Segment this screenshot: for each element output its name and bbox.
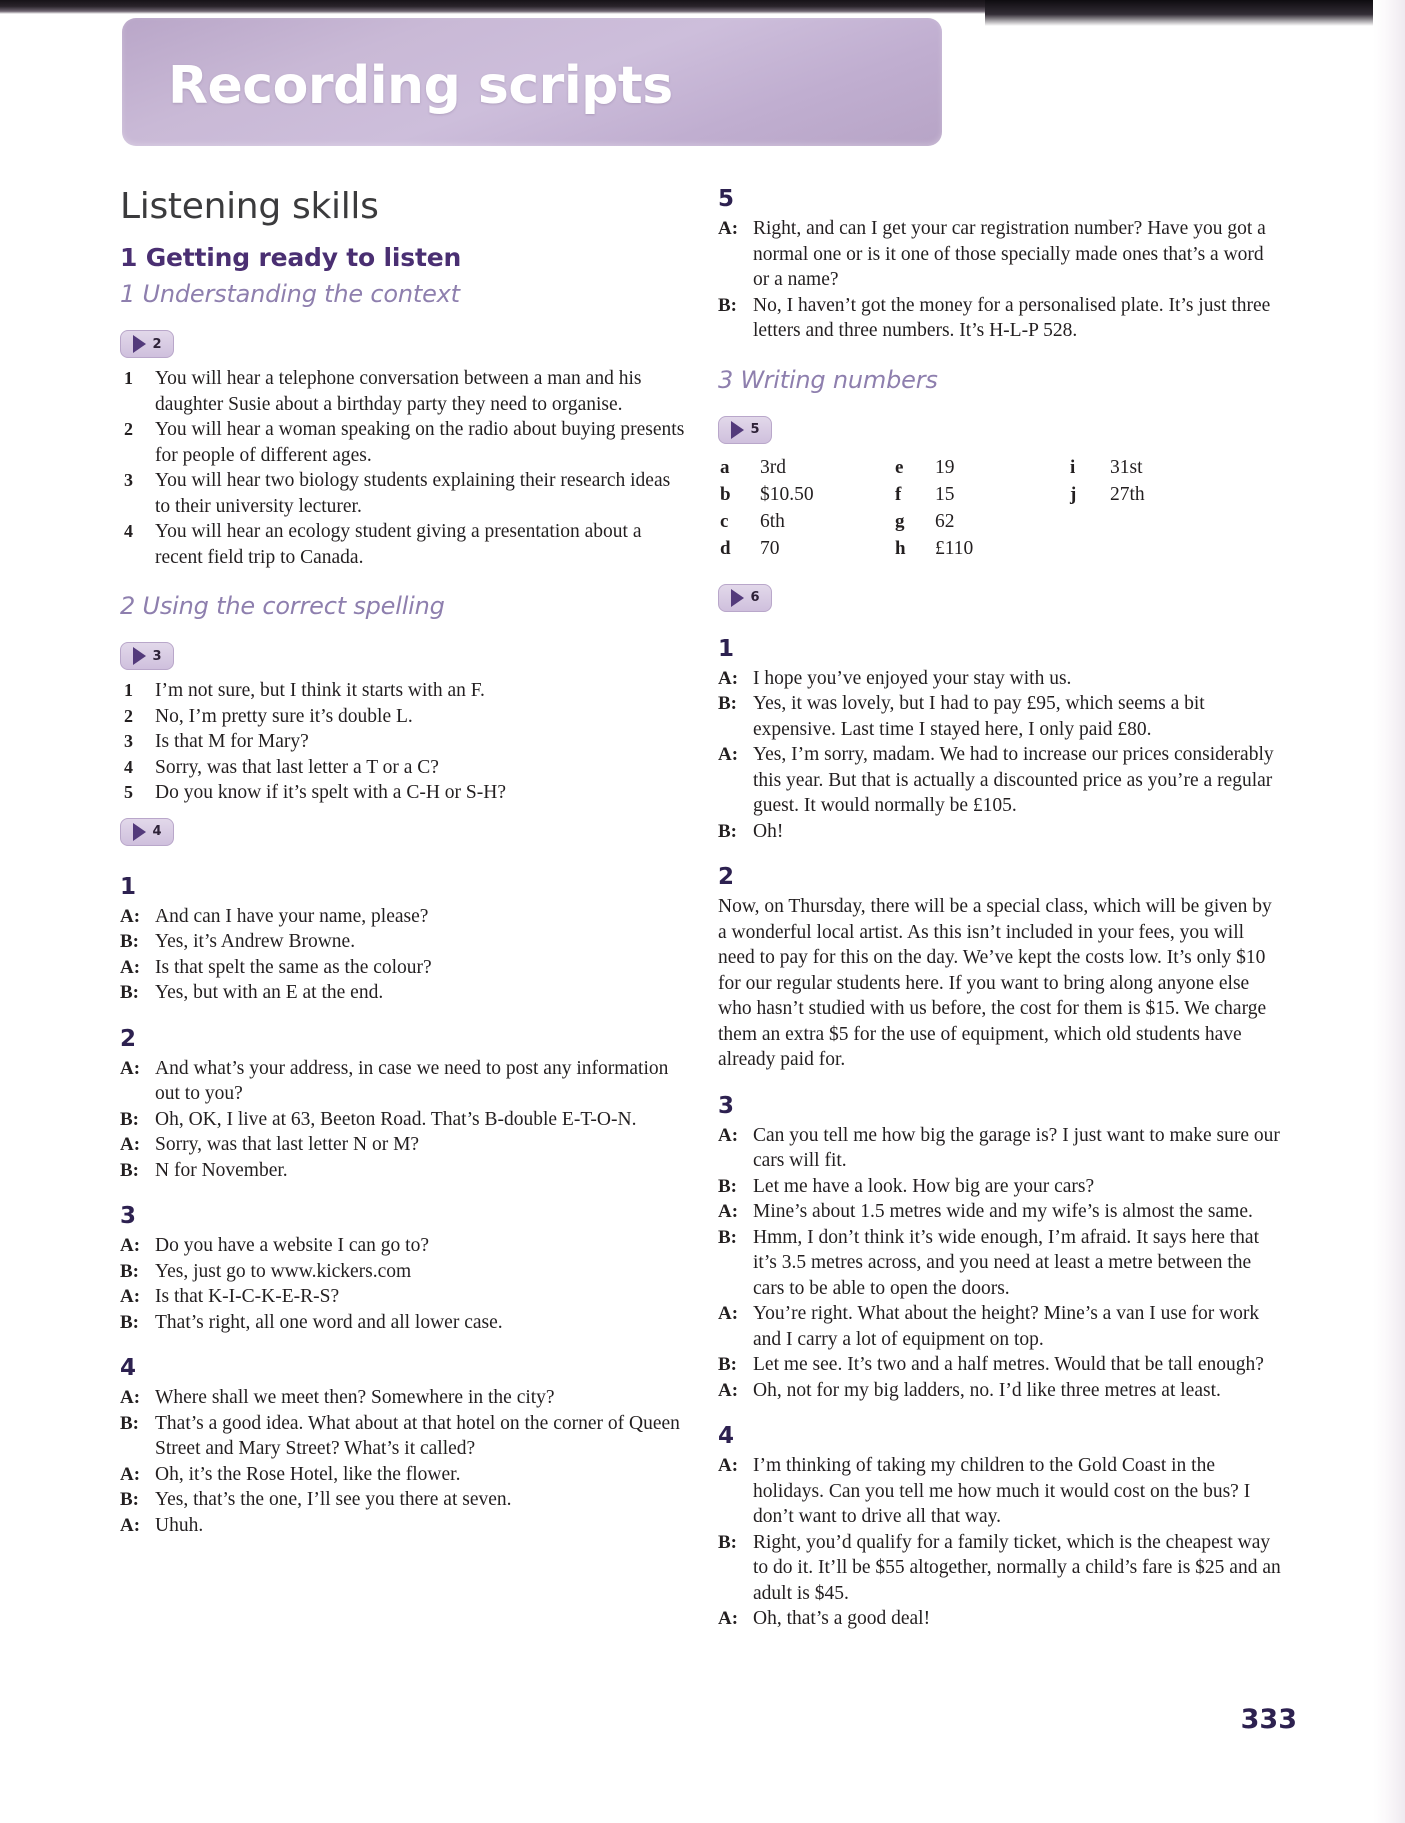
- track-number: 6: [750, 590, 760, 605]
- play-icon: [731, 421, 744, 439]
- dialogue-line: [718, 1225, 1283, 1302]
- speaker-label: A:: [718, 1124, 739, 1146]
- speaker-label: A:: [718, 667, 739, 689]
- answer-label: c: [720, 510, 729, 532]
- list-item: [120, 417, 685, 468]
- dialogue-text: Can you tell me how big the garage is? I just want to make sure our cars will fit.: [753, 1124, 1280, 1171]
- list-text: You will hear two biology students explaining their research ideas to their university lecturer.: [155, 470, 671, 517]
- answer-cell: [718, 535, 893, 562]
- dialogue-line: [120, 1487, 685, 1513]
- speaker-label: B:: [718, 1226, 737, 1248]
- answer-value: 15: [935, 483, 955, 505]
- track-number: 5: [750, 422, 760, 437]
- dialogue-line: [120, 1462, 685, 1488]
- list-item: [120, 468, 685, 519]
- list-item: [120, 704, 685, 730]
- speaker-label: A:: [718, 744, 739, 765]
- dialogue-text: Mine’s about 1.5 metres wide and my wife’s is almost the same.: [753, 1201, 1253, 1222]
- dialogue-number: 1: [120, 873, 137, 900]
- play-icon: [133, 647, 146, 665]
- dialogue-number: 3: [120, 1203, 137, 1229]
- dialogue-text: You’re right. What about the height? Mine’s a van I use for work and I carry a lot of equipment on top.: [753, 1303, 1260, 1350]
- dialogue-line: [718, 1301, 1283, 1352]
- answer-label: j: [1070, 483, 1077, 505]
- speaker-label: A:: [718, 1201, 739, 1222]
- dialogue-text: Oh, that’s a good deal!: [753, 1608, 931, 1629]
- audio-track-badge[interactable]: [718, 584, 772, 612]
- list-text: You will hear a woman speaking on the radio about buying presents for people of different ages.: [155, 419, 685, 466]
- answer-value: 19: [935, 456, 955, 478]
- list-marker: 1: [124, 680, 133, 700]
- list-marker: 3: [124, 470, 133, 490]
- speaker-label: A:: [120, 1514, 141, 1536]
- speaker-label: A:: [718, 1455, 739, 1476]
- dialogue-line: [718, 1123, 1283, 1174]
- speaker-label: A:: [120, 1286, 141, 1307]
- dialogue-line: [120, 1107, 685, 1133]
- answer-label: e: [895, 456, 904, 478]
- answer-label: h: [895, 537, 906, 559]
- dialogue-line: [718, 742, 1283, 819]
- dialogue-text: Where shall we meet then? Somewhere in the city?: [155, 1387, 555, 1408]
- list-item: [120, 729, 685, 755]
- answer-cell: [893, 508, 1068, 535]
- dialogue-line: [120, 1132, 685, 1158]
- speaker-label: B:: [120, 1260, 139, 1282]
- dialogue-number: 2: [120, 1025, 137, 1052]
- play-icon: [133, 335, 146, 353]
- dialogue-line: [718, 1453, 1283, 1530]
- list-text: Sorry, was that last letter a T or a C?: [155, 756, 439, 778]
- scan-edge-right: [1373, 0, 1405, 1823]
- speaker-label: A:: [120, 956, 141, 978]
- dialogue-text: Yes, it was lovely, but I had to pay £95, which seems a bit expensive. Last time I stayed here, I only paid £80.: [753, 693, 1205, 740]
- dialogue-line: [120, 1259, 685, 1285]
- left-column: [120, 186, 685, 1538]
- dialogue-text: Is that K-I-C-K-E-R-S?: [155, 1286, 340, 1307]
- list-text: You will hear a telephone conversation between a man and his daughter Susie about a birthday party they need to organise.: [155, 368, 642, 415]
- list-text: Is that M for Mary?: [155, 731, 309, 752]
- dialogue-text: Sorry, was that last letter N or M?: [155, 1134, 420, 1155]
- dialogue-line: [718, 1378, 1283, 1404]
- list-item: [120, 755, 685, 781]
- right-column: [718, 186, 1283, 1632]
- list-marker: 4: [124, 756, 133, 777]
- subsection-title-correct-spelling: 2 Using the correct spelling: [120, 592, 445, 620]
- header-banner: [122, 18, 942, 146]
- audio-track-badge[interactable]: [718, 416, 772, 444]
- answer-label: b: [720, 483, 731, 505]
- list-item: [120, 678, 685, 704]
- speaker-label: B:: [120, 1311, 139, 1333]
- dialogue-text: Right, you’d qualify for a family ticket, which is the cheapest way to do it. It’ll be $55 altogether, normally a child’s fare is $25 and an adult is $45.: [753, 1531, 1281, 1604]
- answer-value: 31st: [1110, 456, 1143, 478]
- dialogue-text: Uhuh.: [155, 1514, 204, 1536]
- answer-cell: [893, 535, 1068, 562]
- speaker-label: B:: [718, 1354, 737, 1375]
- list-marker: 1: [124, 368, 133, 388]
- dialogue-text: Yes, just go to www.kickers.com: [155, 1260, 412, 1282]
- list-marker: 3: [124, 731, 133, 751]
- answer-cell: [718, 454, 893, 481]
- speaker-label: A:: [120, 1235, 141, 1256]
- dialogue-line: [718, 666, 1283, 692]
- speaker-label: B:: [718, 294, 737, 316]
- answer-label: a: [720, 456, 730, 478]
- dialogue-line: [120, 955, 685, 981]
- dialogue-text: Right, and can I get your car registration number? Have you got a normal one or is it one of those specially made ones that’s a word or a name?: [753, 218, 1266, 290]
- speaker-label: B:: [718, 820, 737, 842]
- dialogue-line: [120, 929, 685, 955]
- answer-cell: [893, 454, 1068, 481]
- answer-cell: [1068, 454, 1283, 481]
- speaker-label: B:: [120, 1108, 139, 1130]
- list-marker: 2: [124, 705, 133, 726]
- speaker-label: B:: [120, 1159, 139, 1181]
- dialogue-text: Hmm, I don’t think it’s wide enough, I’m afraid. It says here that it’s 3.5 metres across, and you need at least a metre between the cars to be able to open the doors.: [753, 1226, 1259, 1299]
- dialogue-line: [718, 1199, 1283, 1225]
- answer-label: f: [895, 483, 902, 505]
- section-title: Listening skills: [120, 186, 379, 227]
- dialogue-text: Yes, I’m sorry, madam. We had to increase our prices considerably this year. But that is actually a discounted price as you’re a regular guest. It would normally be £105.: [753, 744, 1274, 816]
- list-marker: 5: [124, 782, 133, 802]
- dialogue-text: And can I have your name, please?: [155, 905, 429, 927]
- play-icon: [731, 589, 744, 607]
- answer-label: i: [1070, 456, 1076, 478]
- speaker-label: B:: [718, 1175, 737, 1197]
- audio-track-badge[interactable]: [120, 642, 174, 670]
- writing-numbers-answers: [718, 454, 1283, 562]
- answer-value: £110: [935, 537, 974, 559]
- unit-title: 1 Getting ready to listen: [120, 243, 462, 272]
- dialogue-text: That’s a good idea. What about at that hotel on the corner of Queen Street and Mary Street? What’s it called?: [155, 1412, 680, 1459]
- list-text: Do you know if it’s spelt with a C-H or S-H?: [155, 782, 506, 803]
- page-number: 333: [1240, 1704, 1297, 1735]
- list-marker: 2: [124, 419, 133, 439]
- dialogue-line: [718, 819, 1283, 845]
- list-marker: 4: [124, 521, 133, 541]
- speaker-label: A:: [718, 1303, 739, 1324]
- page-title: Recording scripts: [168, 56, 673, 116]
- dialogue-text: Yes, but with an E at the end.: [155, 982, 384, 1003]
- dialogue-text: Do you have a website I can go to?: [155, 1235, 429, 1256]
- subsection-title-writing-numbers: 3 Writing numbers: [718, 365, 938, 394]
- dialogue-number: 3: [718, 1092, 735, 1119]
- answer-value: 27th: [1110, 483, 1145, 505]
- subsection-title-understanding-context: 1 Understanding the context: [120, 280, 460, 308]
- list-text: You will hear an ecology student giving a presentation about a recent field trip to Canada.: [155, 521, 642, 568]
- dialogue-text: I’m thinking of taking my children to the Gold Coast in the holidays. Can you tell me how much it would cost on the bus? I don’t want to drive all that way.: [753, 1455, 1251, 1527]
- dialogue-text: That’s right, all one word and all lower case.: [155, 1311, 503, 1333]
- track-number: 2: [152, 336, 162, 352]
- dialogue-text: Is that spelt the same as the colour?: [155, 956, 432, 978]
- monologue-text: Now, on Thursday, there will be a special class, which will be given by a wonderful local artist. As this isn’t included in your fees, you will need to pay for this on the day. We’ve kept the costs low. It’s only $10 for our regular students here. If you want to bring along anyone else who hasn’t studied with us before, the cost for them is $15. We charge them an extra $5 for the use of equipment, which old students have already paid for.: [718, 896, 1272, 1070]
- dialogue-text: N for November.: [155, 1159, 288, 1181]
- answer-label: g: [895, 510, 905, 532]
- context-list: [120, 366, 685, 570]
- list-item: [120, 519, 685, 570]
- speaker-label: A:: [718, 1608, 739, 1629]
- dialogue-number: 4: [120, 1355, 137, 1381]
- dialogue-line: [718, 1174, 1283, 1200]
- answer-value: 70: [760, 537, 780, 559]
- dialogue-line: [120, 980, 685, 1006]
- dialogue-number: 2: [718, 864, 735, 890]
- dialogue-text: No, I haven’t got the money for a personalised plate. It’s just three letters and three numbers. It’s H-L-P 528.: [753, 294, 1271, 341]
- spelling-list: [120, 678, 685, 806]
- speaker-label: A:: [120, 1387, 141, 1408]
- speaker-label: B:: [120, 931, 139, 952]
- dialogue-text: I hope you’ve enjoyed your stay with us.: [753, 667, 1072, 689]
- dialogue-number: 4: [718, 1423, 735, 1449]
- speaker-label: B:: [718, 693, 737, 714]
- list-item: [120, 780, 685, 806]
- answer-value: 62: [935, 510, 955, 532]
- dialogue-line: [718, 691, 1283, 742]
- speaker-label: B:: [120, 1412, 139, 1434]
- answer-value: 3rd: [760, 456, 786, 478]
- dialogue-number: 1: [718, 635, 735, 662]
- dialogue-text: Oh, not for my big ladders, no. I’d like three metres at least.: [753, 1379, 1221, 1401]
- dialogue-text: And what’s your address, in case we need to post any information out to you?: [155, 1057, 669, 1104]
- dialogue-line: [718, 1530, 1283, 1607]
- dialogue-text: Let me see. It’s two and a half metres. Would that be tall enough?: [753, 1354, 1264, 1375]
- scan-edge-corner: [985, 0, 1405, 26]
- answer-cell: [893, 481, 1068, 508]
- list-text: No, I’m pretty sure it’s double L.: [155, 705, 413, 727]
- speaker-label: A:: [120, 1463, 141, 1485]
- dialogue-line: [120, 1513, 685, 1539]
- speaker-label: A:: [718, 218, 739, 239]
- speaker-label: A:: [120, 1057, 141, 1079]
- dialogue-line: [120, 1310, 685, 1336]
- speaker-label: B:: [120, 1489, 139, 1510]
- track-number: 3: [152, 648, 162, 664]
- dialogue-text: Yes, it’s Andrew Browne.: [155, 931, 356, 952]
- dialogue-line: [718, 293, 1283, 344]
- dialogue-line: [718, 216, 1283, 293]
- audio-track-badge[interactable]: [120, 818, 174, 846]
- dialogue-line: [120, 1385, 685, 1411]
- dialogue-line: [718, 1352, 1283, 1378]
- speaker-label: B:: [120, 982, 139, 1003]
- dialogue-text: Oh!: [753, 820, 784, 842]
- answer-label: d: [720, 537, 731, 559]
- audio-track-badge[interactable]: [120, 330, 174, 358]
- dialogue-line: [120, 1411, 685, 1462]
- dialogue-line: [718, 1606, 1283, 1632]
- answer-cell: [718, 481, 893, 508]
- dialogue-line: [120, 904, 685, 930]
- track-number: 4: [152, 824, 162, 839]
- list-text: I’m not sure, but I think it starts with an F.: [155, 680, 485, 701]
- answer-value: $10.50: [760, 483, 814, 505]
- dialogue-line: [120, 1233, 685, 1259]
- answer-value: 6th: [760, 510, 785, 532]
- dialogue-text: Oh, OK, I live at 63, Beeton Road. That’s B-double E-T-O-N.: [155, 1108, 637, 1130]
- speaker-label: A:: [120, 905, 141, 927]
- dialogue-line: [120, 1056, 685, 1107]
- dialogue-number: 5: [718, 186, 735, 212]
- dialogue-text: Oh, it’s the Rose Hotel, like the flower.: [155, 1463, 461, 1485]
- play-icon: [133, 823, 146, 841]
- answer-cell: [718, 508, 893, 535]
- dialogue-text: Let me have a look. How big are your cars?: [753, 1175, 1095, 1197]
- answer-cell: [1068, 481, 1283, 508]
- list-item: [120, 366, 685, 417]
- speaker-label: A:: [120, 1134, 141, 1155]
- speaker-label: B:: [718, 1531, 737, 1553]
- speaker-label: A:: [718, 1379, 739, 1401]
- dialogue-line: [120, 1158, 685, 1184]
- dialogue-text: Yes, that’s the one, I’ll see you there at seven.: [155, 1489, 512, 1510]
- dialogue-line: [120, 1284, 685, 1310]
